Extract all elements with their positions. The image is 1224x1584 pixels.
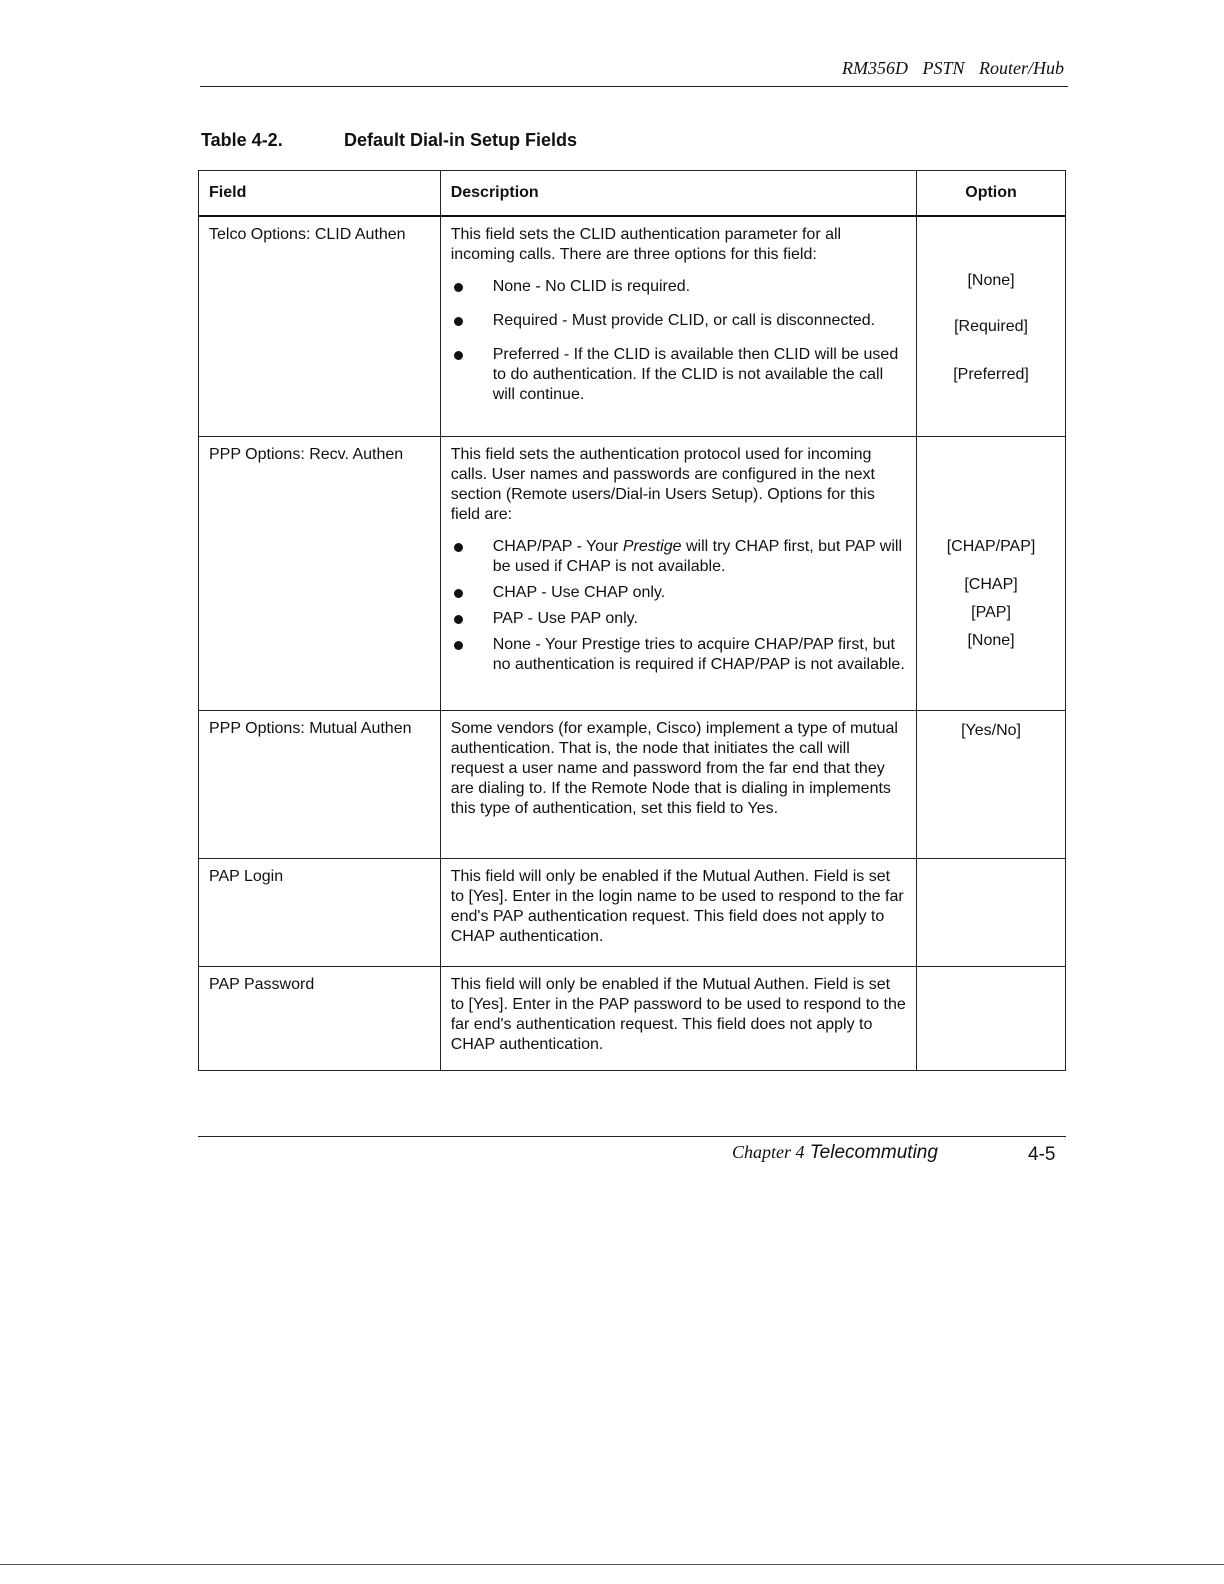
option-value: [Preferred] [953, 366, 1029, 383]
product-name: Prestige [622, 537, 682, 555]
bullet-item: Preferred - If the CLID is available then CLID will be used to do authentication. If the CLID is not available the call will continue. [451, 345, 906, 405]
running-header: RM356D PSTN Router/Hub [842, 58, 1064, 78]
bullet-item: PAP - Use PAP only. [451, 609, 906, 629]
bullet-item: None - Your Prestige tries to acquire CHAP/PAP first, but no authentication is required if CHAP/PAP is not available. [451, 635, 906, 675]
bullet-text: will try CHAP first, but PAP will be used if CHAP is not available. [492, 537, 903, 575]
dial-in-setup-table [198, 170, 1066, 1071]
bullet-item: CHAP - Use CHAP only. [451, 583, 906, 603]
table-row [199, 966, 1066, 1070]
column-header-description: Description [440, 171, 916, 217]
column-header-field: Field [199, 171, 441, 217]
scan-edge-line [0, 1564, 1224, 1565]
page-number: 4-5 [1028, 1144, 1056, 1165]
field-name: Telco Options: CLID Authen [199, 216, 441, 436]
footer-chapter [732, 1142, 938, 1164]
bullet-text: CHAP/PAP - Your [492, 537, 623, 555]
field-description: This field will only be enabled if the Mutual Authen. Field is set to [Yes]. Enter in the login name to be used to respond to the far end's PAP authentication request. This field does not apply to CHAP authentication. [440, 858, 916, 966]
field-description [440, 216, 916, 436]
bullet-item: None - No CLID is required. [451, 277, 906, 297]
table-row [199, 710, 1066, 858]
option-value: [Required] [954, 318, 1028, 335]
option-value: [CHAP/PAP] [946, 537, 1036, 555]
table-row [199, 436, 1066, 710]
field-options [917, 710, 1066, 858]
bullet-item: Required - Must provide CLID, or call is disconnected. [451, 311, 906, 331]
bullet-item [451, 537, 906, 577]
field-options [917, 216, 1066, 436]
chapter-title: Telecommuting [809, 1142, 938, 1163]
option-values [927, 217, 1055, 385]
field-description: Some vendors (for example, Cisco) implement a type of mutual authentication. That is, the node that initiates the call will request a user name and password from the far end that they are dialing to. If the Remote Node that is dialing in implements this type of authentication, set this field to Yes. [440, 710, 916, 858]
description-intro: This field sets the authentication protocol used for incoming calls. User names and passwords are configured in the next section (Remote users/Dial-in Users Setup). Options for this field are: [450, 445, 875, 523]
option-value: [CHAP] [964, 575, 1018, 593]
field-options [917, 858, 1066, 966]
footer-rule [198, 1136, 1066, 1137]
table-row [199, 858, 1066, 966]
field-options [917, 966, 1066, 1070]
header-rule [200, 86, 1068, 87]
field-description: This field will only be enabled if the Mutual Authen. Field is set to [Yes]. Enter in the PAP password to be used to respond to the far end's authentication request. This field does not apply to CHAP authentication. [440, 966, 916, 1070]
field-name: PPP Options: Mutual Authen [199, 710, 441, 858]
option-value: [None] [967, 631, 1015, 649]
table-header-row [199, 171, 1066, 217]
option-value: [Yes/No] [961, 721, 1021, 739]
column-header-option: Option [917, 171, 1066, 217]
field-options [917, 436, 1066, 710]
table-number: Table 4-2. [201, 130, 283, 150]
table-row [199, 216, 1066, 436]
option-value: [None] [967, 272, 1015, 289]
field-name: PAP Login [199, 858, 441, 966]
option-values [927, 437, 1055, 651]
option-value: [PAP] [971, 603, 1011, 621]
chapter-number: Chapter 4 [732, 1142, 805, 1162]
option-bullet-list [451, 277, 906, 405]
option-bullet-list [451, 537, 906, 675]
field-name: PPP Options: Recv. Authen [199, 436, 441, 710]
field-name: PAP Password [199, 966, 441, 1070]
description-intro: This field sets the CLID authentication parameter for all incoming calls. There are three options for this field: [450, 226, 842, 263]
field-description [440, 436, 916, 710]
table-caption [201, 130, 577, 151]
table-title: Default Dial-in Setup Fields [344, 130, 578, 150]
